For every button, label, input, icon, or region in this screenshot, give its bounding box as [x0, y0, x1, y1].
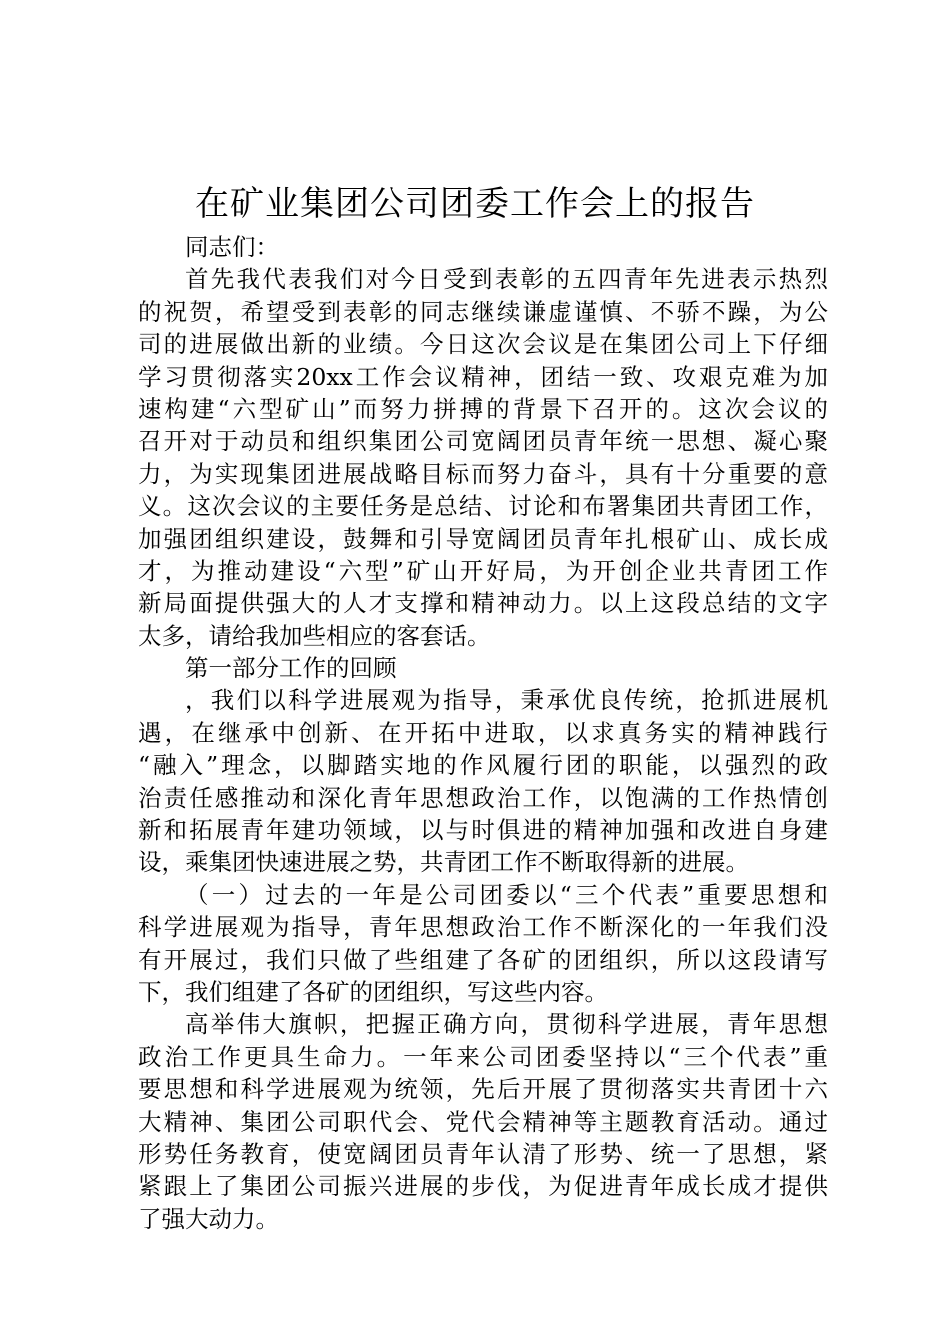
text-line: 遇，在继承中创新、在开拓中进取，以求真务实的精神践行 [138, 718, 828, 747]
text-line: 治责任感推动和深化青年思想政治工作，以饱满的工作热情创 [138, 783, 828, 812]
text-line: 政治工作更具生命力。一年来公司团委坚持以“三个代表”重 [138, 1042, 828, 1071]
text-line: 形势任务教育，使宽阔团员青年认清了形势、统一了思想，紧 [138, 1139, 828, 1168]
text-line: 的祝贺，希望受到表彰的同志继续谦虚谨慎、不骄不躁，为公 [138, 297, 828, 326]
text-line: 设，乘集团快速进展之势，共青团工作不断取得新的进展。 [138, 848, 749, 877]
text-line: 召开对于动员和组织集团公司宽阔团员青年统一思想、凝心聚 [138, 427, 828, 456]
text-line: 首先我代表我们对今日受到表彰的五四青年先进表示热烈 [185, 265, 828, 294]
text-line: ，我们以科学进展观为指导，秉承优良传统，抢抓进展机 [185, 686, 828, 715]
text-line: 同志们： [185, 233, 279, 261]
text-line: 有开展过，我们只做了些组建了各矿的团组织，所以这段请写 [138, 945, 828, 974]
document-title: 在矿业集团公司团委工作会上的报告 [195, 184, 755, 224]
text-line: 要思想和科学进展观为统领，先后开展了贯彻落实共青团十六 [138, 1075, 828, 1104]
text-line: 新局面提供强大的人才支撑和精神动力。以上这段总结的文字 [138, 589, 828, 618]
text-line: 紧跟上了集团公司振兴进展的步伐，为促进青年成长成才提供 [138, 1172, 828, 1201]
text-line: 力，为实现集团进展战略目标而努力奋斗，具有十分重要的意 [138, 459, 828, 488]
text-line: 高举伟大旗帜，把握正确方向，贯彻科学进展，青年思想 [185, 1010, 828, 1039]
text-line: 了强大动力。 [138, 1204, 279, 1233]
text-line: 科学进展观为指导，青年思想政治工作不断深化的一年我们没 [138, 913, 828, 942]
text-line: 新和拓展青年建功领域，以与时俱进的精神加强和改进自身建 [138, 816, 828, 845]
text-line: 第一部分工作的回顾 [185, 654, 397, 683]
text-line: 速构建“六型矿山”而努力拼搏的背景下召开的。这次会议的 [138, 394, 828, 423]
text-line: 才，为推动建设“六型”矿山开好局，为开创企业共青团工作 [138, 556, 828, 585]
document-body [138, 231, 828, 1235]
text-line: 下，我们组建了各矿的团组织，写这些内容。 [138, 977, 608, 1006]
text-line: 司的进展做出新的业绩。今日这次会议是在集团公司上下仔细 [138, 330, 828, 359]
text-line: 义。这次会议的主要任务是总结、讨论和布署集团共青团工作， [138, 492, 828, 521]
text-line: 大精神、集团公司职代会、党代会精神等主题教育活动。通过 [138, 1107, 828, 1136]
text-line: 加强团组织建设，鼓舞和引导宽阔团员青年扎根矿山、成长成 [138, 524, 828, 553]
text-line: 太多，请给我加些相应的客套话。 [138, 621, 491, 650]
text-line: “融入”理念，以脚踏实地的作风履行团的职能，以强烈的政 [138, 751, 828, 780]
text-line: 学习贯彻落实20xx工作会议精神，团结一致、攻艰克难为加 [138, 362, 828, 391]
text-line: （一）过去的一年是公司团委以“三个代表”重要思想和 [185, 880, 828, 909]
